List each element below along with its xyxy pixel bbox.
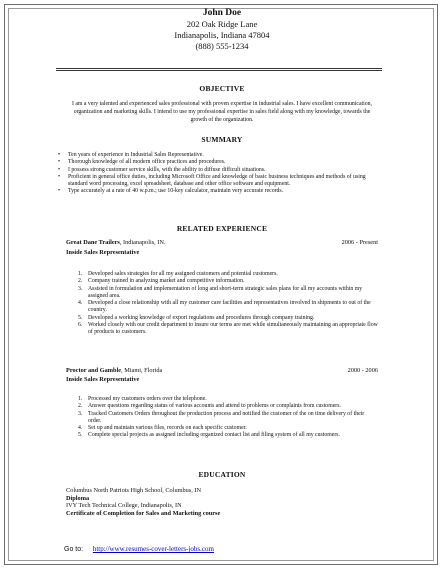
address-line: 202 Oak Ridge Lane [186,19,258,29]
resume-header [0,7,444,52]
goto-label: Go to: [64,546,84,553]
duty-item: 6. Worked closely with our credit department to insure our terms are met while simultaneously maintaining an appropriate flow of products to customers. [78,322,378,336]
applicant-name: John Doe [202,8,242,18]
job-dates: 2006 - Present [341,239,378,246]
school-name: IVY Tech Technical College, Indianapolis, IN [66,502,182,510]
duty-item: 3. Tracked Customers Orders throughout the production process and notified the customer of the on time delivery of their order. [78,410,365,424]
objective-heading: OBJECTIVE [199,84,245,93]
school-award: Certificate of Completion for Sales and Marketing course [66,509,221,517]
job-header [66,367,378,375]
duty-item: 4. Developed a close relationship with all my customer care facilities and representatives involved in shipments to out of the country. [78,300,371,314]
job-title: Inside Sales Representative [66,376,140,383]
duty-item: 5. Complete special projects as assigned including organized contact list and filing system of all my customers. [78,432,341,439]
employer-name: Proctor and Gamble [66,367,122,374]
job-dates: 2000 - 2006 [347,367,378,374]
employer-location: , Indianapolis, IN. [119,239,166,246]
education-heading: EDUCATION [198,470,246,479]
summary-item: • I possess strong customer service skills, with the ability to diffuse difficult situations. [58,166,266,173]
duties-list [78,271,378,337]
education-block [66,487,220,517]
employer-location: , Miami, Florida [121,367,163,374]
header-rule [56,68,382,69]
summary-item: • Thorough knowledge of all modern office practices and procedures. [58,159,226,166]
job-header [66,239,378,247]
experience-heading: RELATED EXPERIENCE [176,224,268,233]
duty-item: 4. Set up and maintain various files, records on each specific customer. [78,425,247,432]
phone-line: (888) 555-1234 [195,41,249,51]
duty-item: 1. Developed sales strategies for all my assigned customers and potential customers. [78,271,278,277]
summary-list [56,152,386,196]
footer-goto [64,545,214,553]
duty-item: 2. Company trained in analyzing market and competitive information. [78,278,245,285]
summary-item: • Type accurately at a rate of 40 w.p.m.; use 10-key calculator, maintain very accurate records. [58,188,284,195]
summary-heading: SUMMARY [201,135,243,144]
school-award: Diploma [66,494,90,502]
duty-item: 5. Developed a working knowledge of export regulations and procedures through company training. [78,314,315,321]
job-title: Inside Sales Representative [66,249,140,256]
duty-item: 2. Answer questions regarding status of various accounts and attend to problems or complaints from customers. [78,403,341,410]
header-rule-second [56,70,382,71]
website-link[interactable]: http://www.resumes-cover-letters-jobs.com [92,545,214,553]
summary-item: • Proficient in general office duties, including Microsoft Office and knowledge of basic business techniques and methods of using standard word processing, excel spreadsheet, database and other office software and equipment. [58,173,366,188]
objective-text: I am a very talented and experienced sales professional with proven expertise in industrial sales. I have excellent communication, organization and marketing skills. I intend to use my professional expertise in sales field along with my knowledge, towards the growth of the organization. [71,101,373,123]
city-line: Indianapolis, Indiana 47804 [174,30,270,40]
employer-name: Great Dane Trailers [66,239,120,246]
duty-item: 1. Processed my customers orders over the telephone. [78,396,207,402]
summary-item: • Ten years of experience in Industrial Sales Representative. [58,152,204,158]
duties-list [78,396,378,440]
school-name: Columbus North Patriots High School, Columbus, IN [66,487,202,494]
duty-item: 3. Assisted in formulation and implementation of long and short-term strategic sales plans for all my accounts within my assigned area. [78,285,363,299]
